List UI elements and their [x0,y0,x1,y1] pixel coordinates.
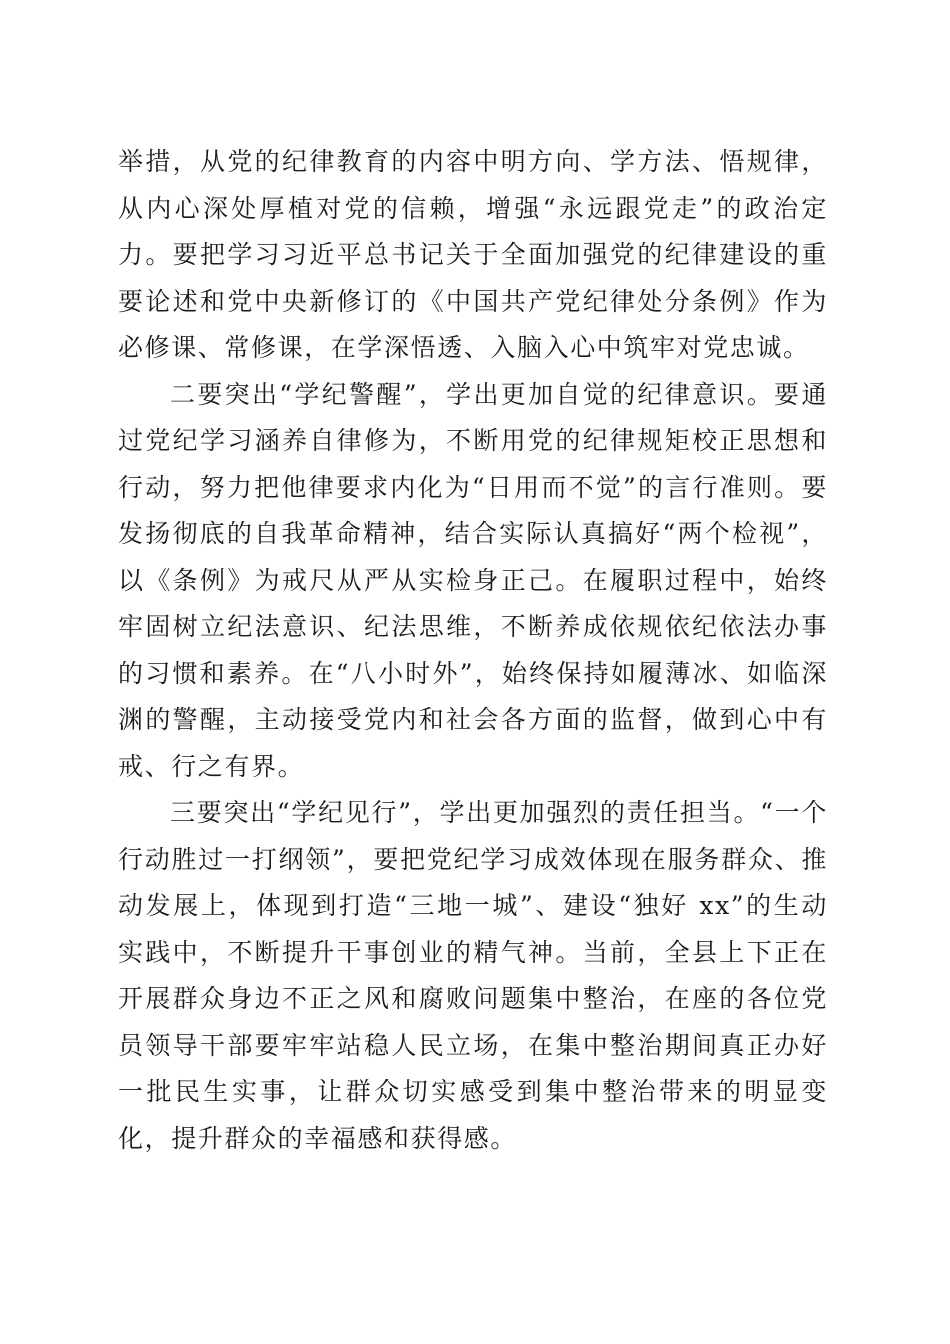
document-body [118,139,828,1162]
paragraph-3: 三要突出“学纪见行”，学出更加强烈的责任担当。“一个行动胜过一打纲领”，要把党纪学习成效体现在服务群众、推动发展上，体现到打造“三地一城”、建设“独好 xx”的生动实践中，不断提升干事创业的精气神。当前，全县上下正在开展群众身边不正之风和腐败问题集中整治，在座的各位党员领导干部要牢牢站稳人民立场，在集中整治期间真正办好一批民生实事，让群众切实感受到集中整治带来的明显变化，提升群众的幸福感和获得感。 [118,798,828,1153]
paragraph-1: 举措，从党的纪律教育的内容中明方向、学方法、悟规律，从内心深处厚植对党的信赖，增强“永远跟党走”的政治定力。要把学习习近平总书记关于全面加强党的纪律建设的重要论述和党中央新修订的《中国共产党纪律处分条例》作为必修课、常修课，在学深悟透、入脑入心中筑牢对党忠诚。 [118,147,828,362]
paragraph-2: 二要突出“学纪警醒”，学出更加自觉的纪律意识。要通过党纪学习涵养自律修为，不断用党的纪律规矩校正思想和行动，努力把他律要求内化为“日用而不觉”的言行准则。要发扬彻底的自我革命精神，结合实际认真搞好“两个检视”，以《条例》为戒尺从严从实检身正己。在履职过程中，始终牢固树立纪法意识、纪法思维，不断养成依规依纪依法办事的习惯和素养。在“八小时外”，始终保持如履薄冰、如临深渊的警醒，主动接受党内和社会各方面的监督，做到心中有戒、行之有界。 [118,379,828,781]
